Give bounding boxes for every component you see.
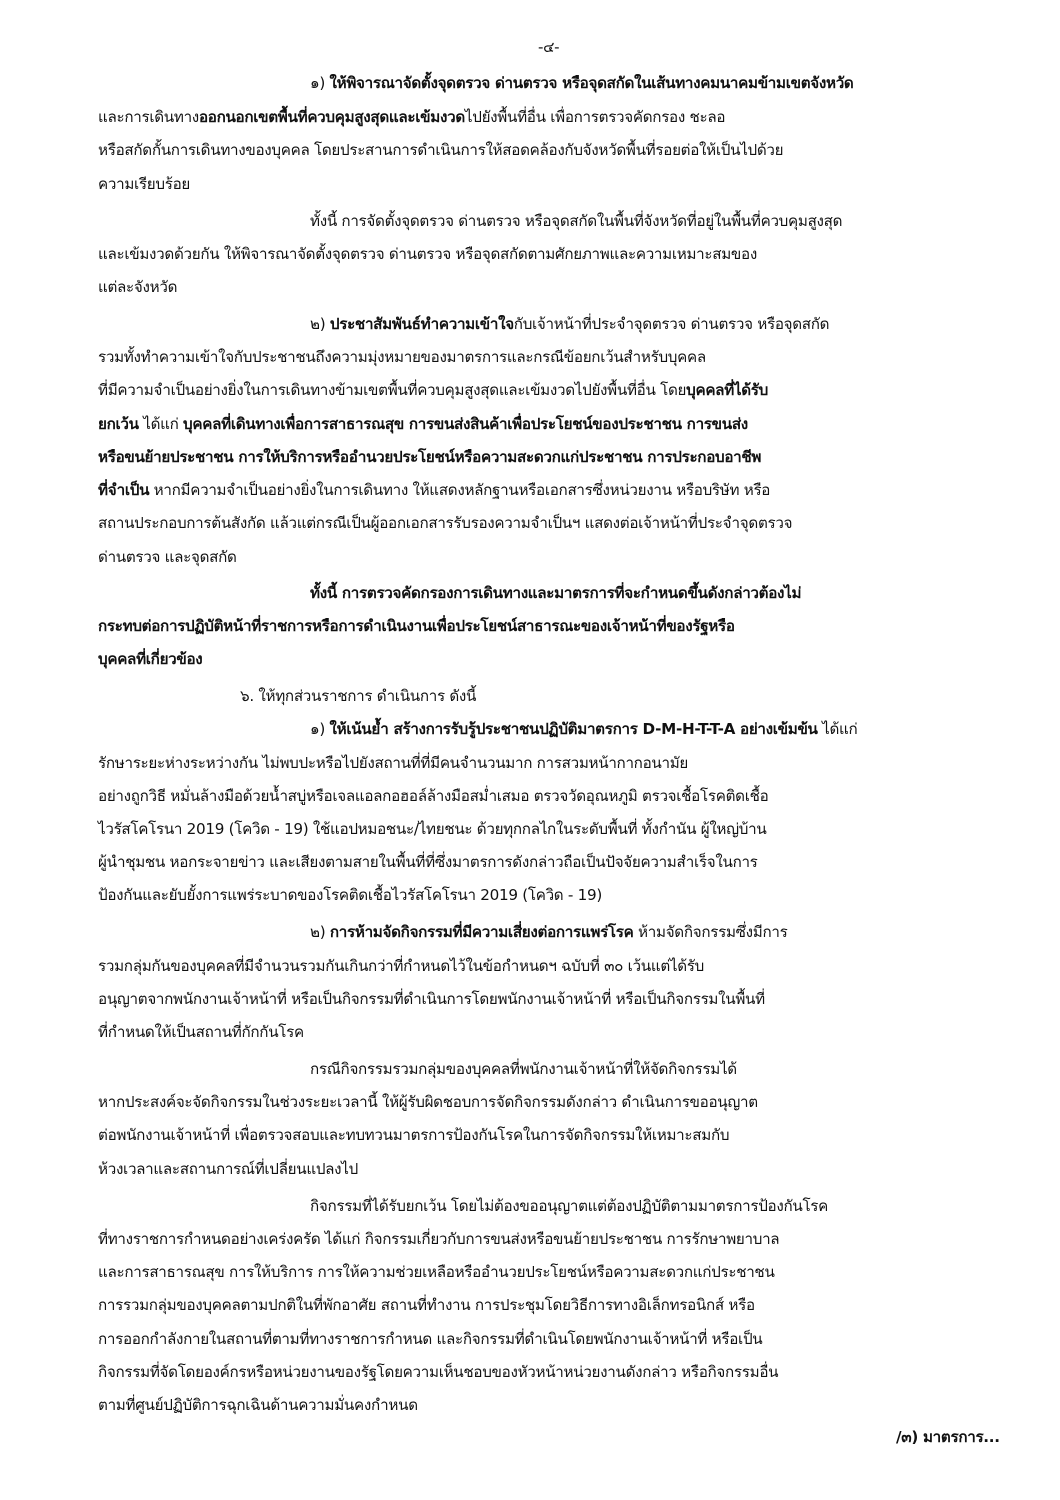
text-line: [98, 244, 757, 263]
text: ที่กำหนดให้เป็นสถานที่กักกันโรค: [98, 1023, 304, 1041]
bold-text: ประชาสัมพันธ์ทำความเข้าใจ: [329, 315, 514, 333]
bold-text: บุคคลที่เกี่ยวข้อง: [98, 650, 203, 669]
bold-text: ออกนอกเขตพื้นที่ควบคุมสูงสุดและเข้มงวด: [198, 108, 465, 127]
text-line: [310, 1062, 737, 1077]
text-line: [310, 76, 854, 91]
text: รักษาระยะห่างระหว่างกัน ไม่พบปะหรือไปยังสถานที่ที่มีคนจำนวนมาก การสวมหน้ากากอนามัย: [98, 753, 689, 772]
text-line: [98, 1398, 418, 1413]
text-line: [310, 1196, 829, 1215]
text: ความเรียบร้อย: [98, 174, 190, 193]
text: ได้แก่: [817, 720, 858, 739]
text-line: [98, 383, 768, 398]
bold-text: หรือขนย้ายประชาชน การให้บริการหรืออำนวยประโยชน์หรือความสะดวกแก่ประชาชน การประกอบอาชีพ: [98, 447, 762, 466]
text: ได้แก่: [138, 414, 184, 433]
text: อนุญาตจากพนักงานเจ้าหน้าที่ หรือเป็นกิจกรรมที่ดำเนินการโดยพนักงานเจ้าหน้าที่ หรือเป็นกิจกรรมในพื้นที่: [98, 989, 765, 1008]
text-line: [98, 753, 689, 772]
text-line: [98, 1159, 358, 1178]
text-line: [98, 1025, 304, 1040]
text: ๑): [310, 74, 330, 92]
text-line: [98, 547, 237, 566]
text-line: [98, 989, 765, 1008]
text: การรวมกลุ่มของบุคคลตามปกติในที่พักอาศัย สถานที่ทำงาน การประชุมโดยวิธีการทางอิเล็กทรอนิกส์ หรือ: [98, 1296, 755, 1315]
text-line: [98, 1329, 763, 1348]
text: ไปยังพื้นที่อื่น เพื่อการตรวจคัดกรอง ชะลอ: [464, 108, 726, 127]
text: ๑): [310, 720, 330, 739]
text-line: [98, 1128, 729, 1143]
bold-text: บุคคลที่เดินทางเพื่อการสาธารณสุข การขนส่งสินค้าเพื่อประโยชน์ของประชาชน การขนส่ง: [183, 414, 748, 433]
text: ป้องกันและยับยั้งการแพร่ระบาดของโรคติดเชื้อไวรัสโคโรนา 2019 (โควิด - 19): [98, 886, 602, 905]
text-line: [98, 110, 725, 125]
text-line: [98, 143, 783, 158]
text-line: [98, 174, 190, 193]
text: กับเจ้าหน้าที่ประจำจุดตรวจ ด่านตรวจ หรือจุดสกัด: [513, 315, 830, 333]
text-line: [310, 722, 857, 737]
bold-text: กระทบต่อการปฏิบัติหน้าที่ราชการหรือการดำเนินงานเพื่อประโยชน์สาธารณะของเจ้าหน้าที่ของรัฐหรือ: [98, 616, 735, 635]
text-line: [98, 819, 767, 838]
text: กิจกรรมที่ได้รับยกเว้น โดยไม่ต้องขออนุญาตแต่ต้องปฏิบัติตามมาตรการป้องกันโรค: [310, 1196, 829, 1215]
bold-text: ทั้งนี้ การตรวจคัดกรองการเดินทางและมาตรการที่จะกำหนดขึ้นดังกล่าวต้องไม่: [310, 583, 802, 602]
text-line: [98, 1362, 779, 1381]
text-line: [98, 414, 748, 433]
text-line: [98, 888, 602, 903]
text: สถานประกอบการต้นสังกัด แล้วแต่กรณีเป็นผู้ออกเอกสารรับรองความจำเป็นฯ แสดงต่อเจ้าหน้าที่ประจำจุดตรวจ: [98, 514, 793, 533]
text: ผู้นำชุมชน หอกระจายข่าว และเสียงตามสายในพื้นที่ที่ซึ่งมาตรการดังกล่าวถือเป็นปัจจัยความสำเร็จในการ: [98, 853, 758, 872]
text-line: [98, 447, 762, 466]
bold-text: บุคคลที่ได้รับ: [686, 381, 769, 400]
text-line: [98, 1095, 758, 1110]
text-line: [98, 280, 177, 295]
text: ที่มีความจำเป็นอย่างยิ่งในการเดินทางข้ามเขตพื้นที่ควบคุมสูงสุดและเข้มงวดไปยังพื้นที่อื่น โดย: [98, 381, 687, 400]
text-line: [98, 1265, 775, 1280]
text: ห้วงเวลาและสถานการณ์ที่เปลี่ยนแปลงไป: [98, 1159, 358, 1178]
text: รวมกลุ่มกันของบุคคลที่มีจำนวนรวมกันเกินกว่าที่กำหนดไว้ในข้อกำหนดฯ ฉบับที่ ๓๐ เว้นแต่ได้รับ: [98, 956, 705, 975]
text-line: [98, 956, 705, 975]
bold-text: ยกเว้น: [98, 414, 139, 433]
text-line: [98, 855, 758, 870]
text: กิจกรรมที่จัดโดยองค์กรหรือหน่วยงานของรัฐโดยความเห็นชอบของหัวหน้าหน่วยงานดังกล่าว หรือกิจกรรมอื่น: [98, 1362, 779, 1381]
text: ๒): [310, 315, 330, 333]
text: ต่อพนักงานเจ้าหน้าที่ เพื่อตรวจสอบและทบทวนมาตรการป้องกันโรคในการจัดกิจกรรมให้เหมาะสมกับ: [98, 1126, 730, 1145]
text-line: [98, 652, 202, 667]
text-line: [98, 616, 735, 635]
text: การออกกำลังกายในสถานที่ตามที่ทางราชการกำหนด และกิจกรรมที่ดำเนินโดยพนักงานเจ้าหน้าที่ หรือเป็น: [98, 1329, 763, 1348]
text: ทั้งนี้ การจัดตั้งจุดตรวจ ด่านตรวจ หรือจุดสกัดในพื้นที่จังหวัดที่อยู่ในพื้นที่ควบคุมสูงสุด: [310, 211, 843, 230]
text-line: [98, 516, 792, 531]
text: ตามที่ศูนย์ปฏิบัติการฉุกเฉินด้านความมั่นคงกำหนด: [98, 1396, 418, 1414]
bold-text: ให้เน้นย้ำ สร้างการรับรู้ประชาชนปฏิบัติมาตรการ D-M-H-T-T-A อย่างเข้มข้น: [329, 720, 818, 739]
text: และการเดินทาง: [98, 108, 199, 127]
text: กรณีกิจกรรมรวมกลุ่มของบุคคลที่พนักงานเจ้าหน้าที่ให้จัดกิจกรรมได้: [310, 1060, 737, 1078]
bold-text: ที่จำเป็น: [98, 481, 150, 500]
text: ด่านตรวจ และจุดสกัด: [98, 547, 237, 566]
page-number: -๔-: [538, 38, 560, 56]
text-line: [98, 1229, 780, 1248]
text: ที่ทางราชการกำหนดอย่างเคร่งครัด ได้แก่ กิจกรรมเกี่ยวกับการขนส่งหรือขนย้ายประชาชน การรักษาพยาบาล: [98, 1229, 780, 1248]
bold-text: ให้พิจารณาจัดตั้งจุดตรวจ ด่านตรวจ หรือจุดสกัดในเส้นทางคมนาคมข้ามเขตจังหวัด: [329, 74, 854, 92]
text: และการสาธารณสุข การให้บริการ การให้ความช่วยเหลือหรืออำนวยประโยชน์หรือความสะดวกแก่ประชาชน: [98, 1263, 775, 1282]
text: ๒): [310, 923, 330, 942]
text-line: [310, 211, 843, 230]
text-line: [310, 925, 788, 940]
text-line: [98, 350, 706, 365]
text: ๖. ให้ทุกส่วนราชการ ดำเนินการ ดังนี้: [240, 687, 477, 705]
text: หรือสกัดกั้นการเดินทางของบุคคล โดยประสานการดำเนินการให้สอดคล้องกับจังหวัดพื้นที่รอยต่อให้เป็นไปด้วย: [98, 141, 784, 160]
text-line: [98, 483, 770, 498]
bold-text: การห้ามจัดกิจกรรมที่มีความเสี่ยงต่อการแพร่โรค: [329, 923, 634, 942]
text: หากประสงค์จะจัดกิจกรรมในช่วงระยะเวลานี้ ให้ผู้รับผิดชอบการจัดกิจกรรมดังกล่าว ดำเนินการขออนุญาต: [98, 1093, 758, 1112]
text-line: [240, 689, 476, 704]
text: แต่ละจังหวัด: [98, 278, 178, 296]
text-line: [310, 583, 802, 602]
page-footer-continuation: /๓) มาตรการ...: [896, 1428, 1000, 1446]
text-line: [98, 786, 769, 805]
text: ห้ามจัดกิจกรรมซึ่งมีการ: [633, 923, 788, 942]
text: อย่างถูกวิธี หมั่นล้างมือด้วยน้ำสบู่หรือเจลแอลกอฮอล์ล้างมือสม่ำเสมอ ตรวจวัดอุณหภูมิ ตรวจเชื้อโรคติดเชื้อ: [98, 786, 769, 805]
text: รวมทั้งทำความเข้าใจกับประชาชนถึงความมุ่งหมายของมาตรการและกรณีข้อยกเว้นสำหรับบุคคล: [98, 348, 706, 367]
text: และเข้มงวดด้วยกัน ให้พิจารณาจัดตั้งจุดตรวจ ด่านตรวจ หรือจุดสกัดตามศักยภาพและความเหมาะสมของ: [98, 244, 757, 263]
text: หากมีความจำเป็นอย่างยิ่งในการเดินทาง ให้แสดงหลักฐานหรือเอกสารซึ่งหน่วยงาน หรือบริษัท หรือ: [149, 481, 771, 500]
text-line: [310, 317, 829, 332]
text: ไวรัสโคโรนา 2019 (โควิด - 19) ใช้แอปหมอชนะ/ไทยชนะ ด้วยทุกกลไกในระดับพื้นที่ ทั้งกำนัน ผู้ใหญ่บ้าน: [98, 819, 767, 838]
text-line: [98, 1298, 755, 1313]
